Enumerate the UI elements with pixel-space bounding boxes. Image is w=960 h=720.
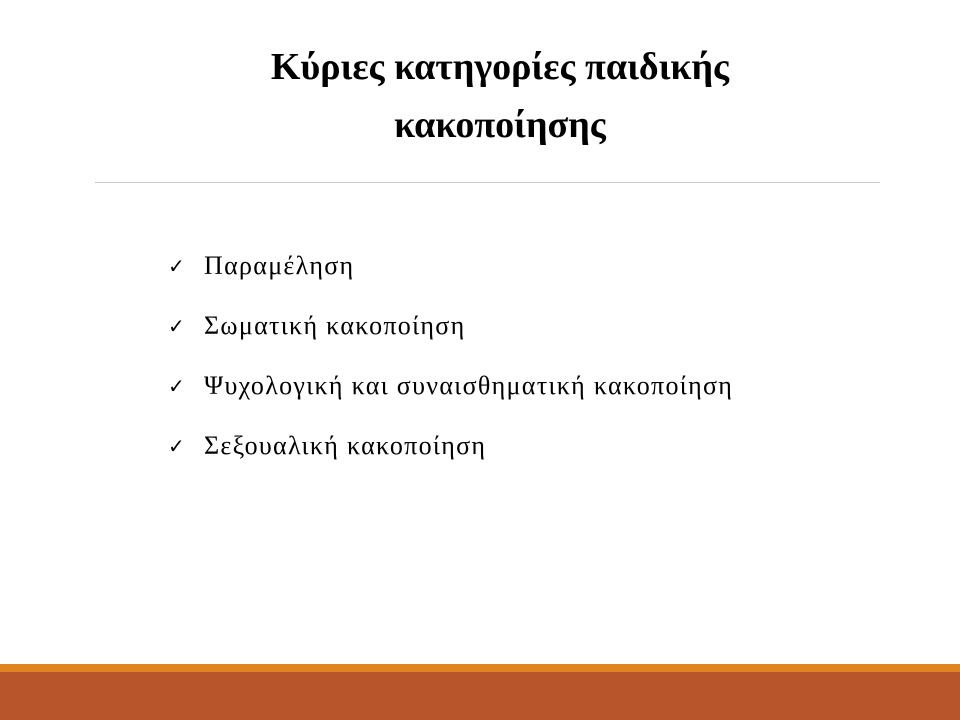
list-item bbox=[168, 416, 733, 476]
category-list bbox=[168, 236, 733, 476]
check-icon: ✓ bbox=[168, 314, 185, 338]
check-icon: ✓ bbox=[168, 434, 185, 458]
list-item-text: Σωματική κακοποίηση bbox=[204, 311, 466, 340]
list-item-text: Παραμέληση bbox=[204, 251, 355, 280]
list-item bbox=[168, 236, 733, 296]
footer-band bbox=[0, 672, 960, 720]
title-divider bbox=[95, 182, 880, 183]
slide-title bbox=[180, 38, 820, 154]
list-item bbox=[168, 356, 733, 416]
title-line-2: κακοποίησης bbox=[394, 104, 606, 146]
list-item bbox=[168, 296, 733, 356]
list-item-text: Ψυχολογική και συναισθηματική κακοποίηση bbox=[204, 371, 734, 400]
check-icon: ✓ bbox=[168, 254, 185, 278]
check-icon: ✓ bbox=[168, 374, 185, 398]
footer-accent-stripe bbox=[0, 664, 960, 672]
list-item-text: Σεξουαλική κακοποίηση bbox=[204, 431, 487, 460]
title-line-1: Κύριες κατηγορίες παιδικής bbox=[270, 46, 730, 88]
